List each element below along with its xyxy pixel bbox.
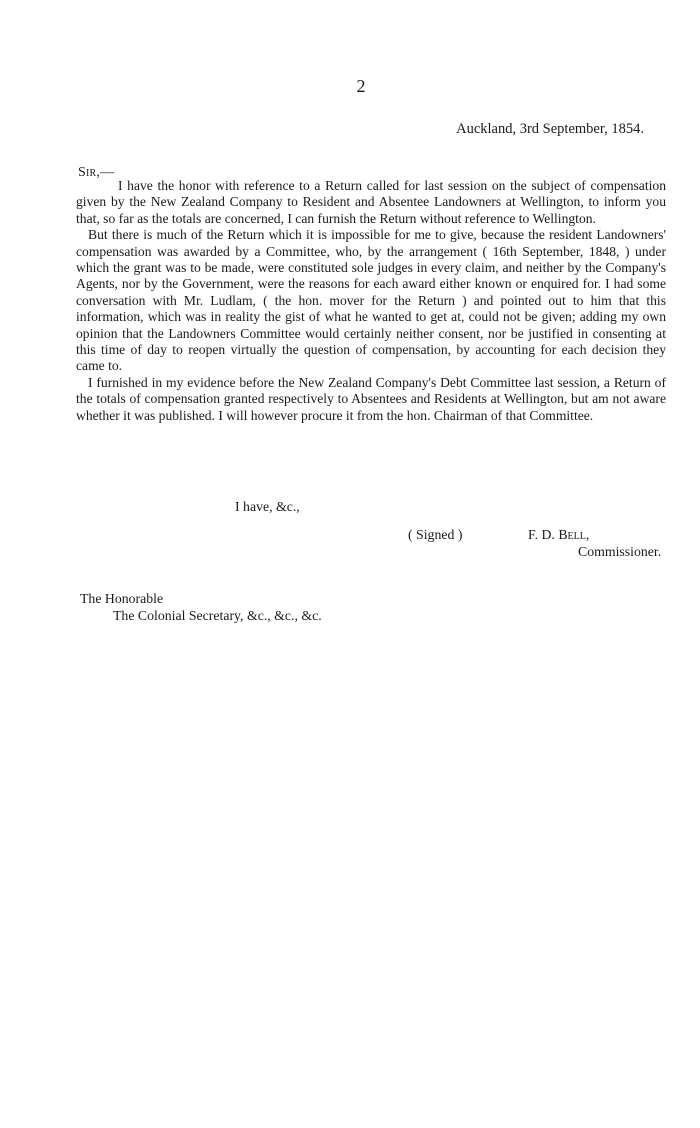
paragraph-2: But there is much of the Return which it is impossible for me to give, because the resident Landowners' compensation was awarded by a Committee, who, by the arrangement ( 16th September, 1848, ) under which the grant was to be made, were constituted sole judges in every claim, and neither by the Company's Agents, nor by the Government, were the reasons for each award either known or enquired for. I had some conversation with Mr. Ludlam, ( the hon. mover for the Return ) and pointed out to him that this information, which was in reality the gist of what he wanted to get at, could not be given; adding my own opinion that the Landowners Committee would certainly neither consent, nor be justified in consenting at this time of day to reopen virtually the question of compensation, by accounting for each decision they came to. — [76, 227, 666, 374]
letter-body — [76, 178, 666, 424]
signer-title: Commissioner. — [578, 544, 662, 559]
addressee-line-2: The Colonial Secretary, &c., &c., &c. — [113, 608, 322, 623]
paragraph-3: I furnished in my evidence before the New Zealand Company's Debt Committee last session, a Return of the totals of compensation granted respectively to Absentees and Residents at Wellington, but am not aware whether it was published. I will however procure it from the hon. Chairman of that Committee. — [76, 374, 666, 423]
signer-name: F. D. Bell, — [528, 527, 590, 542]
addressee-line-1: The Honorable — [80, 591, 164, 606]
salutation: Sir,— — [78, 165, 115, 180]
dateline: Auckland, 3rd September, 1854. — [456, 121, 644, 137]
paragraph-1: I have the honor with reference to a Return called for last session on the subject of compensation given by the New Zealand Company to Resident and Absentee Landowners at Wellington, to inform you that, so far as the totals are concerned, I can furnish the Return without reference to Wellington. — [76, 178, 666, 226]
signed-label: ( Signed ) — [408, 527, 463, 542]
page-number: 2 — [356, 76, 366, 96]
closing: I have, &c., — [235, 499, 300, 514]
addressee — [80, 590, 322, 624]
